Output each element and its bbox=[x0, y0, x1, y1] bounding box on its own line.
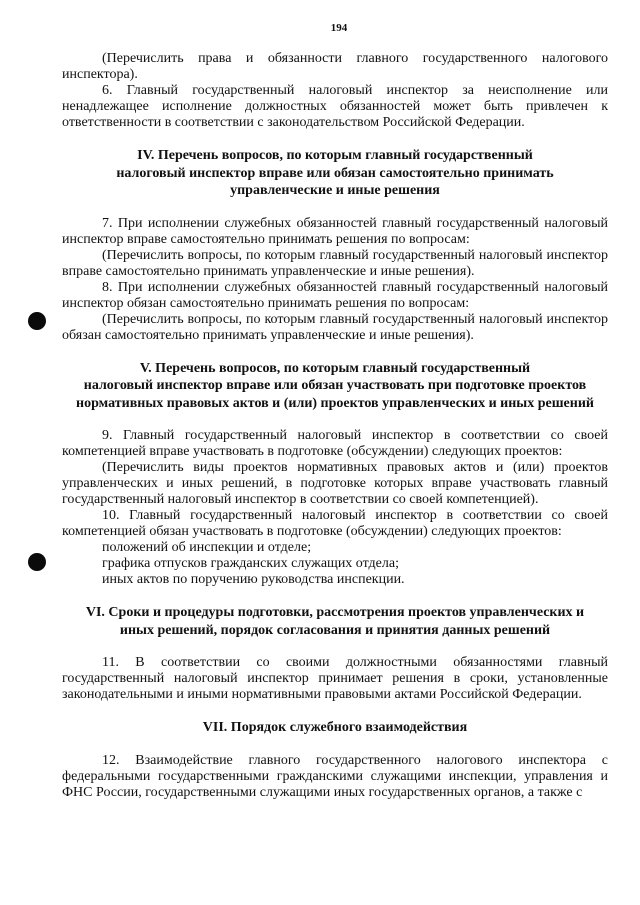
paragraph-12: 12. Взаимодействие главного государственного налогового инспектора с федеральными государственными гражданскими служащими инспекции, управления и ФНС России, государственными служащими иных государственных органов, а также с bbox=[62, 752, 608, 800]
heading-line: VI. Сроки и процедуры подготовки, рассмотрения проектов управленческих и bbox=[85, 605, 585, 620]
paragraph-8-note: (Перечислить вопросы, по которым главный государственный налоговый инспектор обязан самостоятельно принимать управленческие и иные решения). bbox=[62, 311, 608, 343]
section-vii-heading bbox=[62, 719, 608, 737]
list-item: иных актов по поручению руководства инспекции. bbox=[102, 572, 405, 587]
list-item: графика отпусков гражданских служащих отдела; bbox=[102, 556, 399, 571]
heading-line: налоговый инспектор вправе или обязан участвовать при подготовке проектов bbox=[83, 378, 587, 393]
section-iv-heading bbox=[62, 147, 608, 200]
paragraph-7-note: (Перечислить вопросы, по которым главный государственный налоговый инспектор вправе самостоятельно принимать управленческие и иные решения). bbox=[62, 247, 608, 279]
section-v-heading bbox=[62, 360, 608, 413]
list-item: положений об инспекции и отделе; bbox=[102, 540, 312, 555]
heading-line: V. Перечень вопросов, по которым главный государственный bbox=[139, 360, 531, 376]
paragraph-6: 6. Главный государственный налоговый инспектор за неисполнение или ненадлежащее исполнение должностных обязанностей может быть привлечен к ответственности в соответствии с законодательством Российской Федерации. bbox=[62, 83, 608, 130]
paragraph-9-note: (Перечислить виды проектов нормативных правовых актов и (или) проектов управленческих и иных решений, в подготовке которых вправе участвовать главный государственный налоговый инспектор в соответствии со своей компетенцией). bbox=[62, 460, 608, 507]
punch-hole-mark bbox=[28, 312, 46, 330]
document-page bbox=[62, 22, 608, 801]
paragraph-rights-note: (Перечислить права и обязанности главного государственного налогового инспектора). bbox=[62, 51, 608, 82]
heading-line: налоговый инспектор вправе или обязан самостоятельно принимать bbox=[116, 165, 554, 181]
heading-line: управленческие и иные решения bbox=[230, 183, 440, 198]
paragraph-8: 8. При исполнении служебных обязанностей главный государственный налоговый инспектор обязан самостоятельно принимать решения по вопросам: bbox=[62, 279, 608, 311]
heading-line: VII. Порядок служебного взаимодействия bbox=[202, 720, 468, 735]
section-vi-heading bbox=[62, 604, 608, 639]
heading-line: IV. Перечень вопросов, по которым главный государственный bbox=[137, 148, 533, 163]
paragraph-7: 7. При исполнении служебных обязанностей главный государственный налоговый инспектор вправе самостоятельно принимать решения по вопросам: bbox=[62, 215, 608, 247]
page-number: 194 bbox=[330, 22, 348, 34]
heading-line: иных решений, порядок согласования и принятия данных решений bbox=[119, 622, 551, 638]
paragraph-10: 10. Главный государственный налоговый инспектор в соответствии со своей компетенцией обязан участвовать в подготовке (обсуждении) следующих проектов: bbox=[62, 508, 608, 539]
paragraph-11: 11. В соответствии со своими должностными обязанностями главный государственный налоговый инспектор принимает решения в сроки, установленные законодательными и иными нормативными правовыми актами Российской Федерации. bbox=[62, 655, 608, 702]
punch-hole-mark bbox=[28, 553, 46, 571]
heading-line: нормативных правовых актов и (или) проектов управленческих и иных решений bbox=[76, 395, 594, 411]
paragraph-9: 9. Главный государственный налоговый инспектор в соответствии со своей компетенцией вправе участвовать в подготовке (обсуждении) следующих проектов: bbox=[62, 428, 608, 459]
